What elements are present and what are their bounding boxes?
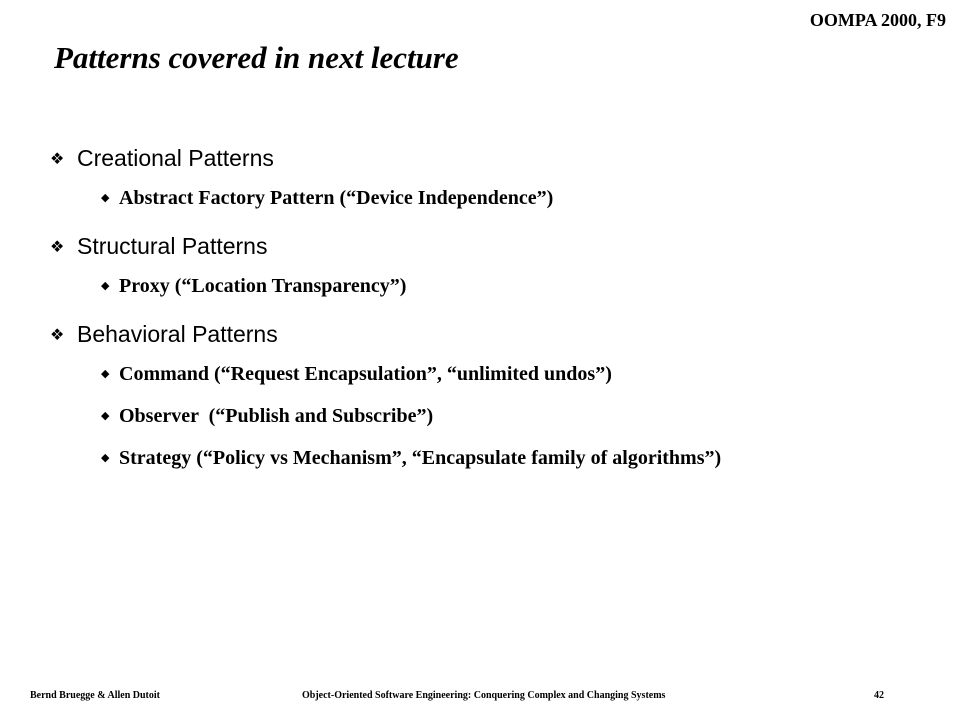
diamond-bullet-icon: ❖ [50,149,65,168]
bullet-structural-patterns [50,230,910,265]
footer-page-number: 42 [874,690,884,701]
sub-item-label: Abstract Factory Pattern (“Device Independence”) [119,187,554,209]
footer-authors: Bernd Bruegge & Allen Dutoit [30,690,160,701]
course-label: OOMPA 2000, F9 [809,10,946,30]
sub-list-behavioral [101,361,910,474]
footer-book-title: Object-Oriented Software Engineering: Conquering Complex and Changing Systems [302,690,666,701]
diamond-bullet-icon: ❖ [50,325,65,344]
sub-item-command [101,361,781,390]
sub-item-label: Observer (“Publish and Subscribe”) [119,405,434,427]
sub-item-label: Command (“Request Encapsulation”, “unlimited undos”) [119,363,612,385]
bullet-label: Behavioral Patterns [77,321,278,347]
bullet-behavioral-patterns [50,318,910,353]
bullet-creational-patterns [50,142,910,177]
sub-item-proxy [101,273,781,302]
bullet-list [50,142,910,490]
diamond-bullet-icon: ❖ [50,237,65,256]
small-diamond-bullet-icon: ◆ [101,409,110,422]
sub-list-structural [101,273,910,302]
small-diamond-bullet-icon: ◆ [101,191,110,204]
bullet-label: Creational Patterns [77,145,274,171]
small-diamond-bullet-icon: ◆ [101,451,110,464]
sub-item-observer [101,403,781,432]
sub-list-creational [101,185,910,214]
small-diamond-bullet-icon: ◆ [101,367,110,380]
slide-title: Patterns covered in next lecture [54,40,459,75]
small-diamond-bullet-icon: ◆ [101,279,110,292]
bullet-label: Structural Patterns [77,233,268,259]
sub-item-label: Proxy (“Location Transparency”) [119,275,407,297]
sub-item-abstract-factory [101,185,781,214]
sub-item-label: Strategy (“Policy vs Mechanism”, “Encapsulate family of algorithms”) [119,447,722,469]
sub-item-strategy [101,445,781,474]
